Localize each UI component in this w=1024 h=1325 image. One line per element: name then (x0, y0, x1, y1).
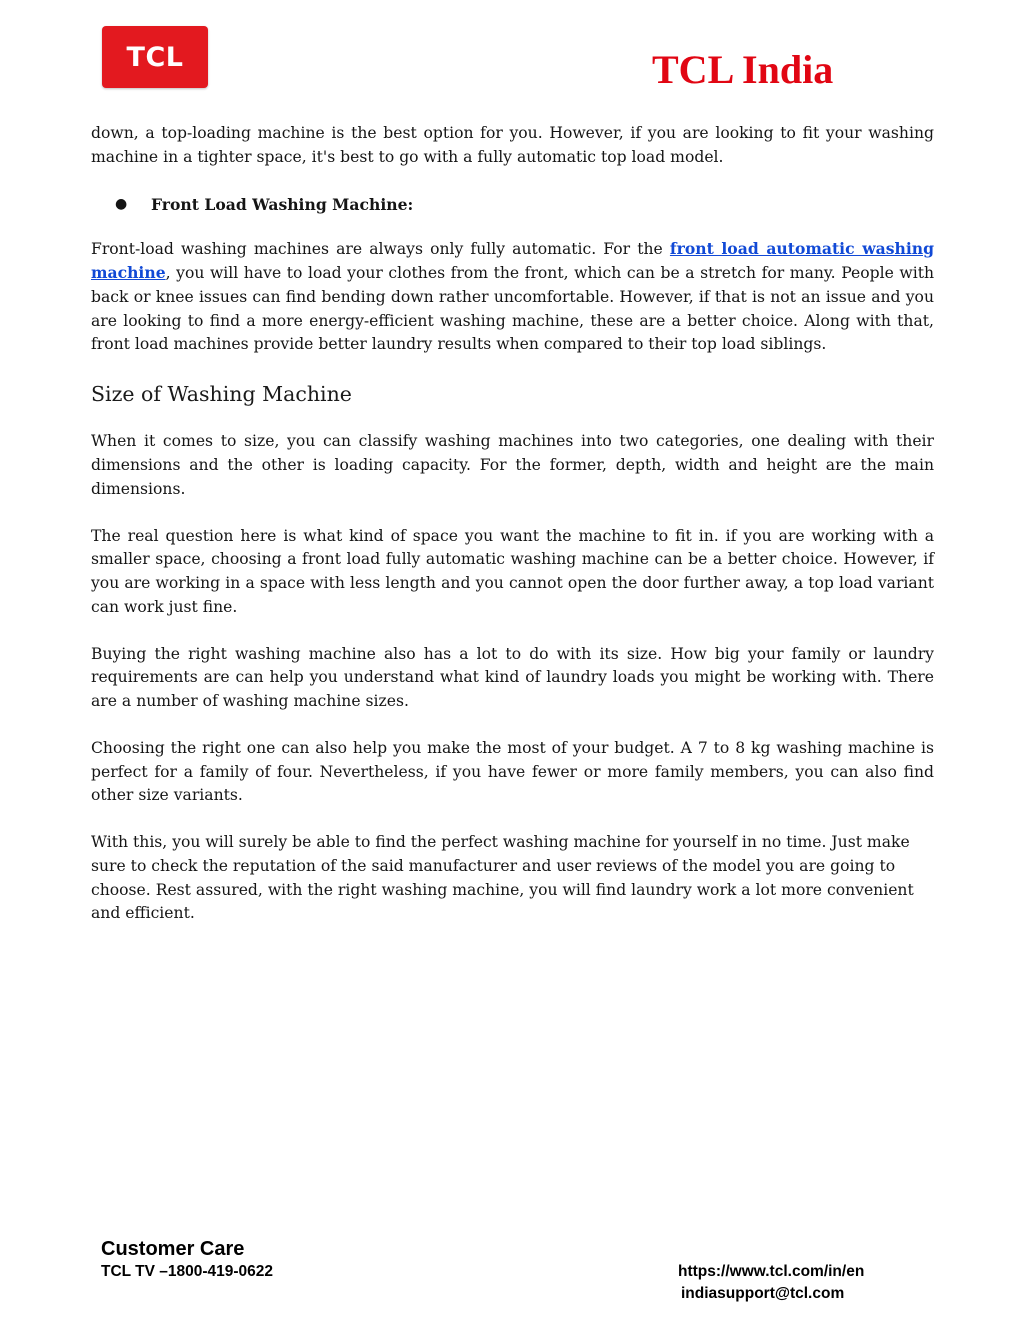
body-paragraph: With this, you will surely be able to find the perfect washing machine for yourself in no time. Just make sure to check the reputation of the said manufacturer and user reviews of the model you are going to choose. Rest assured, with the right washing machine, you will find laundry work a lot more convenient and efficient. (91, 833, 914, 923)
front-load-text-after: , you will have to load your clothes from the front, which can be a stretch for many. People with back or knee issues can find bending down rather uncomfortable. However, if that is not an issue and you are looking to find a more energy-efficient washing machine, these are a better choice. Along with that, front load machines provide better laundry results when compared to their top load siblings. (91, 264, 934, 354)
bullet-label: Front Load Washing Machine: (151, 195, 414, 215)
body-paragraph: The real question here is what kind of space you want the machine to fit in. if you are working with a smaller space, choosing a front load fully automatic washing machine can be a better choice. However, if you are working in a space with less length and you cannot open the door further away, a top load variant can work just fine. (91, 526, 934, 616)
bullet-dot-icon: ● (115, 196, 128, 213)
footer-website-link[interactable]: https://www.tcl.com/in/en (678, 1263, 865, 1280)
brand-title: TCL India (652, 47, 834, 92)
bullet-item (115, 193, 934, 217)
footer-customer-care: Customer Care (101, 1238, 245, 1260)
body-paragraph: Choosing the right one can also help you make the most of your budget. A 7 to 8 kg washing machine is perfect for a family of four. Nevertheless, if you have fewer or more family members, you can also find other size variants. (91, 739, 934, 805)
section-heading: Size of Washing Machine (91, 381, 352, 406)
body-paragraph: Buying the right washing machine also has a lot to do with its size. How big your family or laundry requirements are can help you understand what kind of laundry loads you might be working with. There are a number of washing machine sizes. (91, 644, 934, 710)
front-load-paragraph (91, 237, 934, 357)
document-body (91, 122, 934, 926)
footer-tv-phone: TCL TV –1800-419-0622 (101, 1263, 274, 1280)
intro-paragraph: down, a top-loading machine is the best option for you. However, if you are looking to fit your washing machine in a tighter space, it's best to go with a fully automatic top load model. (91, 124, 934, 166)
front-load-automatic-link[interactable]: front load automatic washing machine (91, 238, 934, 283)
tcl-logo-text: TCL (126, 41, 184, 73)
body-paragraph: When it comes to size, you can classify washing machines into two categories, one dealing with their dimensions and the other is loading capacity. For the former, depth, width and height are the main dimensions. (91, 432, 934, 498)
tcl-logo (102, 26, 208, 88)
front-load-text-before: Front-load washing machines are always only fully automatic. For the (91, 239, 670, 258)
footer-email-link[interactable]: indiasupport@tcl.com (681, 1285, 845, 1302)
